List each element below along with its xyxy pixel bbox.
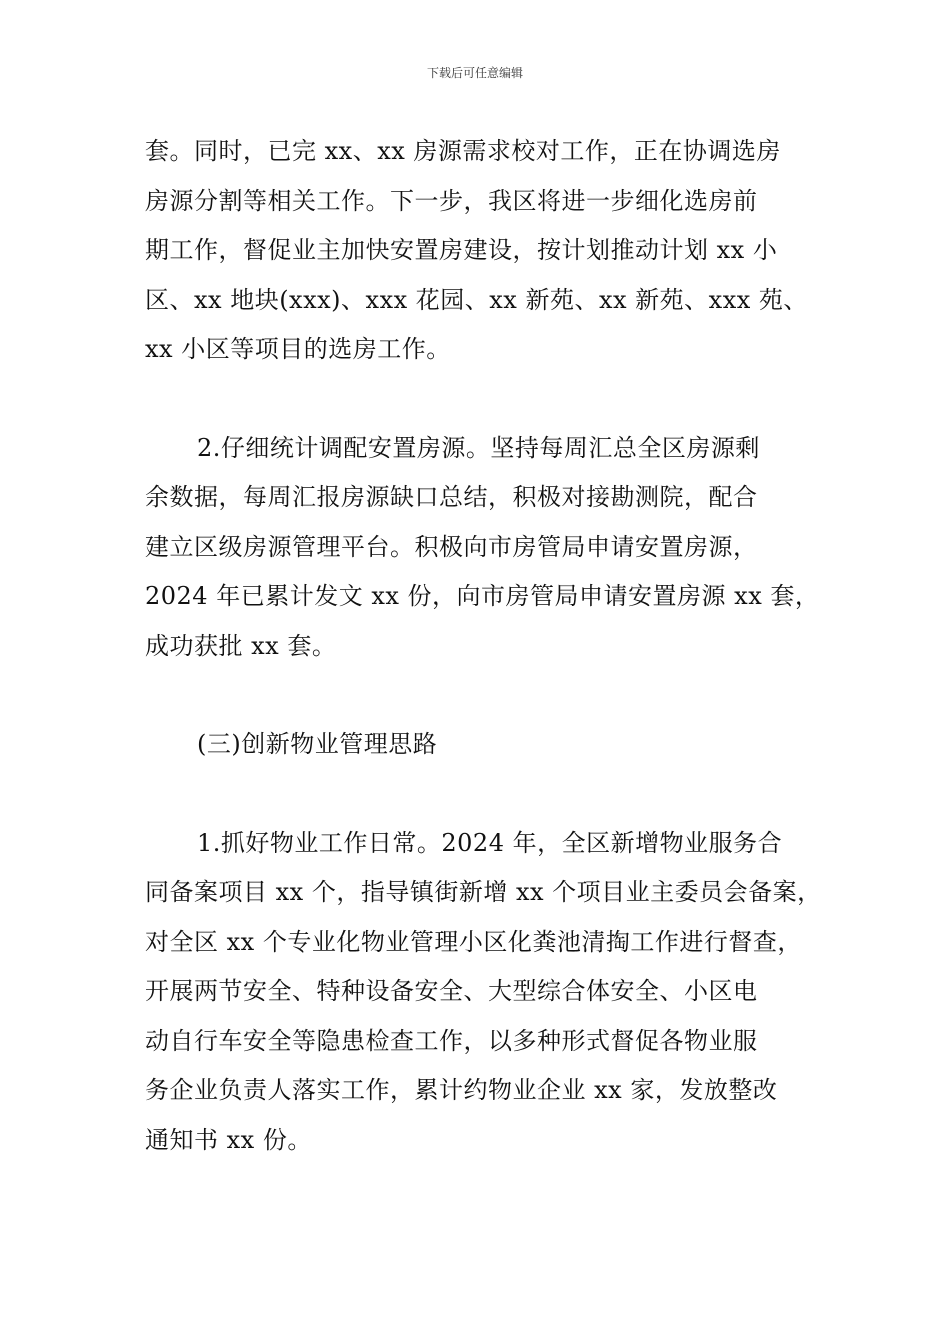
text-line: 2024 年已累计发文 xx 份，向市房管局申请安置房源 xx 套， xyxy=(145,582,820,610)
text-line: 余数据，每周汇报房源缺口总结，积极对接勘测院，配合 xyxy=(145,483,758,511)
text-line: 开展两节安全、特种设备安全、大型综合体安全、小区电 xyxy=(145,977,758,1005)
text-line: 成功获批 xx 套。 xyxy=(145,631,337,660)
paragraph-gap xyxy=(145,770,825,819)
paragraph-housing-statistics xyxy=(145,424,825,672)
text-line: 套。同时，已完 xx、xx 房源需求校对工作，正在协调选房 xyxy=(145,137,781,165)
text-line: 建立区级房源管理平台。积极向市房管局申请安置房源， xyxy=(145,532,758,561)
section-heading-property-management xyxy=(145,720,825,770)
text-line: 区、xx 地块(xxx)、xxx 花园、xx 新苑、xx 新苑、xxx 苑、 xyxy=(145,285,808,314)
page-header-note: 下载后可任意编辑 xyxy=(426,66,523,80)
text-line: 动自行车安全等隐患检查工作，以多种形式督促各物业服 xyxy=(145,1026,758,1055)
paragraph-property-daily-work xyxy=(145,819,825,1166)
section-heading-text: (三)创新物业管理思路 xyxy=(197,730,438,758)
text-line: 2.仔细统计调配安置房源。坚持每周汇总全区房源剩 xyxy=(197,433,760,462)
paragraph-housing-selection xyxy=(145,127,825,375)
text-line: 对全区 xx 个专业化物业管理小区化粪池清掏工作进行督查， xyxy=(145,927,802,956)
text-line: xx 小区等项目的选房工作。 xyxy=(145,335,451,363)
text-line: 1.抓好物业工作日常。2024 年，全区新增物业服务合 xyxy=(197,828,783,857)
text-line: 务企业负责人落实工作，累计约物业企业 xx 家，发放整改 xyxy=(145,1076,778,1104)
text-line: 房源分割等相关工作。下一步，我区将进一步细化选房前 xyxy=(145,186,758,215)
paragraph-gap xyxy=(145,671,825,720)
text-line: 同备案项目 xx 个，指导镇街新增 xx 个项目业主委员会备案， xyxy=(145,878,822,906)
text-line: 期工作，督促业主加快安置房建设，按计划推动计划 xx 小 xyxy=(145,236,778,264)
document-body xyxy=(145,127,825,1165)
paragraph-gap xyxy=(145,375,825,424)
text-line: 通知书 xx 份。 xyxy=(145,1125,312,1154)
